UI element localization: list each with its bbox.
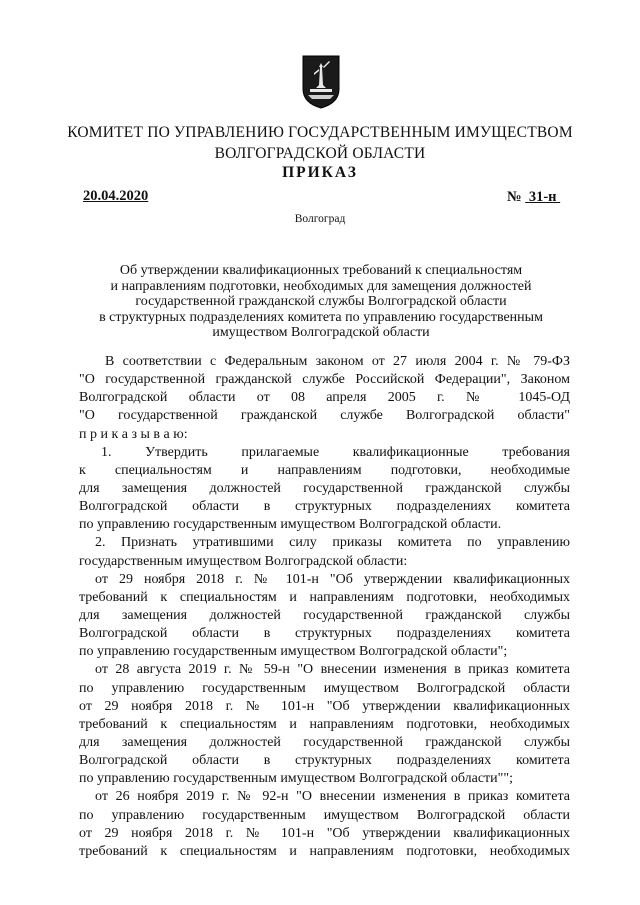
body-line: от 29 ноября 2018 г. № 101-н "Об утверждении квалификационных [79, 825, 570, 841]
body-line: к специальностям и направлениям подготовки, необходимые [79, 462, 570, 478]
subject-line: Об утверждении квалификационных требований к специальностям [119, 263, 523, 278]
body-line: п р и к а з ы в а ю: [79, 426, 188, 442]
subject-line: и направлениям подготовки, необходимых для замещения должностей [110, 278, 532, 294]
body-line: Волгоградской области в структурных подразделениях комитета [79, 753, 570, 769]
body-line: В соответствии с Федеральным законом от 27 июля 2004 г. № 79-ФЗ [105, 354, 570, 369]
body-line: по управлению государственным имуществом Волгоградской области [79, 807, 570, 823]
document-type-title: ПРИКАЗ [282, 164, 358, 181]
organization-name-line2: ВОЛГОГРАДСКОЙ ОБЛАСТИ [214, 145, 426, 162]
body-line: от 28 августа 2019 г. № 59-н "О внесении изменения в приказ комитета [95, 662, 570, 678]
subject-line: в структурных подразделениях комитета по управлению государственным [99, 309, 543, 325]
body-line: для замещения должностей государственной гражданской службы [79, 480, 570, 496]
body-line: по управлению государственным имуществом Волгоградской области"; [79, 644, 508, 660]
body-line: "О государственной гражданской службе Российской Федерации", Законом [79, 372, 570, 388]
body-line: от 29 ноября 2018 г. № 101-н "Об утверждении квалификационных [79, 698, 570, 714]
order-body [79, 353, 570, 861]
subject-line: государственной гражданской службы Волгоградской области [135, 294, 507, 310]
body-line: для замещения должностей государственной гражданской службы [79, 734, 570, 750]
body-line: для замещения должностей государственной гражданской службы [79, 607, 570, 623]
body-line: по управлению государственным имуществом Волгоградской области""; [79, 771, 513, 787]
body-line: Волгоградской области в структурных подразделениях комитета [79, 626, 570, 642]
body-line: государственным имуществом Волгоградской области: [79, 553, 408, 569]
order-date: 20.04.2020 [83, 188, 149, 204]
city-name: Волгоград [294, 213, 346, 225]
organization-name-line1: КОМИТЕТ ПО УПРАВЛЕНИЮ ГОСУДАРСТВЕННЫМ ИМУЩЕСТВОМ [67, 124, 573, 141]
body-line: требований к специальностям и направлениям подготовки, необходимых [79, 843, 570, 859]
body-line: 1. Утвердить прилагаемые квалификационные требования [101, 444, 570, 460]
subject-line: имуществом Волгоградской области [212, 325, 430, 341]
number-value: 31-н [528, 189, 557, 205]
body-line: по управлению государственным имуществом Волгоградской области [79, 680, 570, 696]
order-subject [70, 263, 572, 341]
body-line: Волгоградской области в структурных подразделениях комитета [79, 499, 570, 515]
body-line: "О государственной гражданской службе Волгоградской области" [79, 408, 570, 424]
body-line: по управлению государственным имуществом Волгоградской области. [79, 517, 502, 533]
body-line: Волгоградской области от 08 апреля 2005 г. № 1045-ОД [79, 390, 570, 406]
number-sign: № [507, 189, 522, 205]
coat-of-arms-icon [302, 55, 340, 109]
body-line: требований к специальностям и направлениям подготовки, необходимых [79, 589, 570, 605]
body-line: от 29 ноября 2018 г. № 101-н "Об утверждении квалификационных [95, 571, 570, 587]
order-number [507, 189, 560, 206]
body-line: 2. Признать утратившими силу приказы комитета по управлению [95, 535, 570, 551]
body-line: от 26 ноября 2019 г. № 92-н "О внесении изменения в приказ комитета [95, 789, 570, 805]
body-line: требований к специальностям и направлениям подготовки, необходимых [79, 716, 570, 732]
